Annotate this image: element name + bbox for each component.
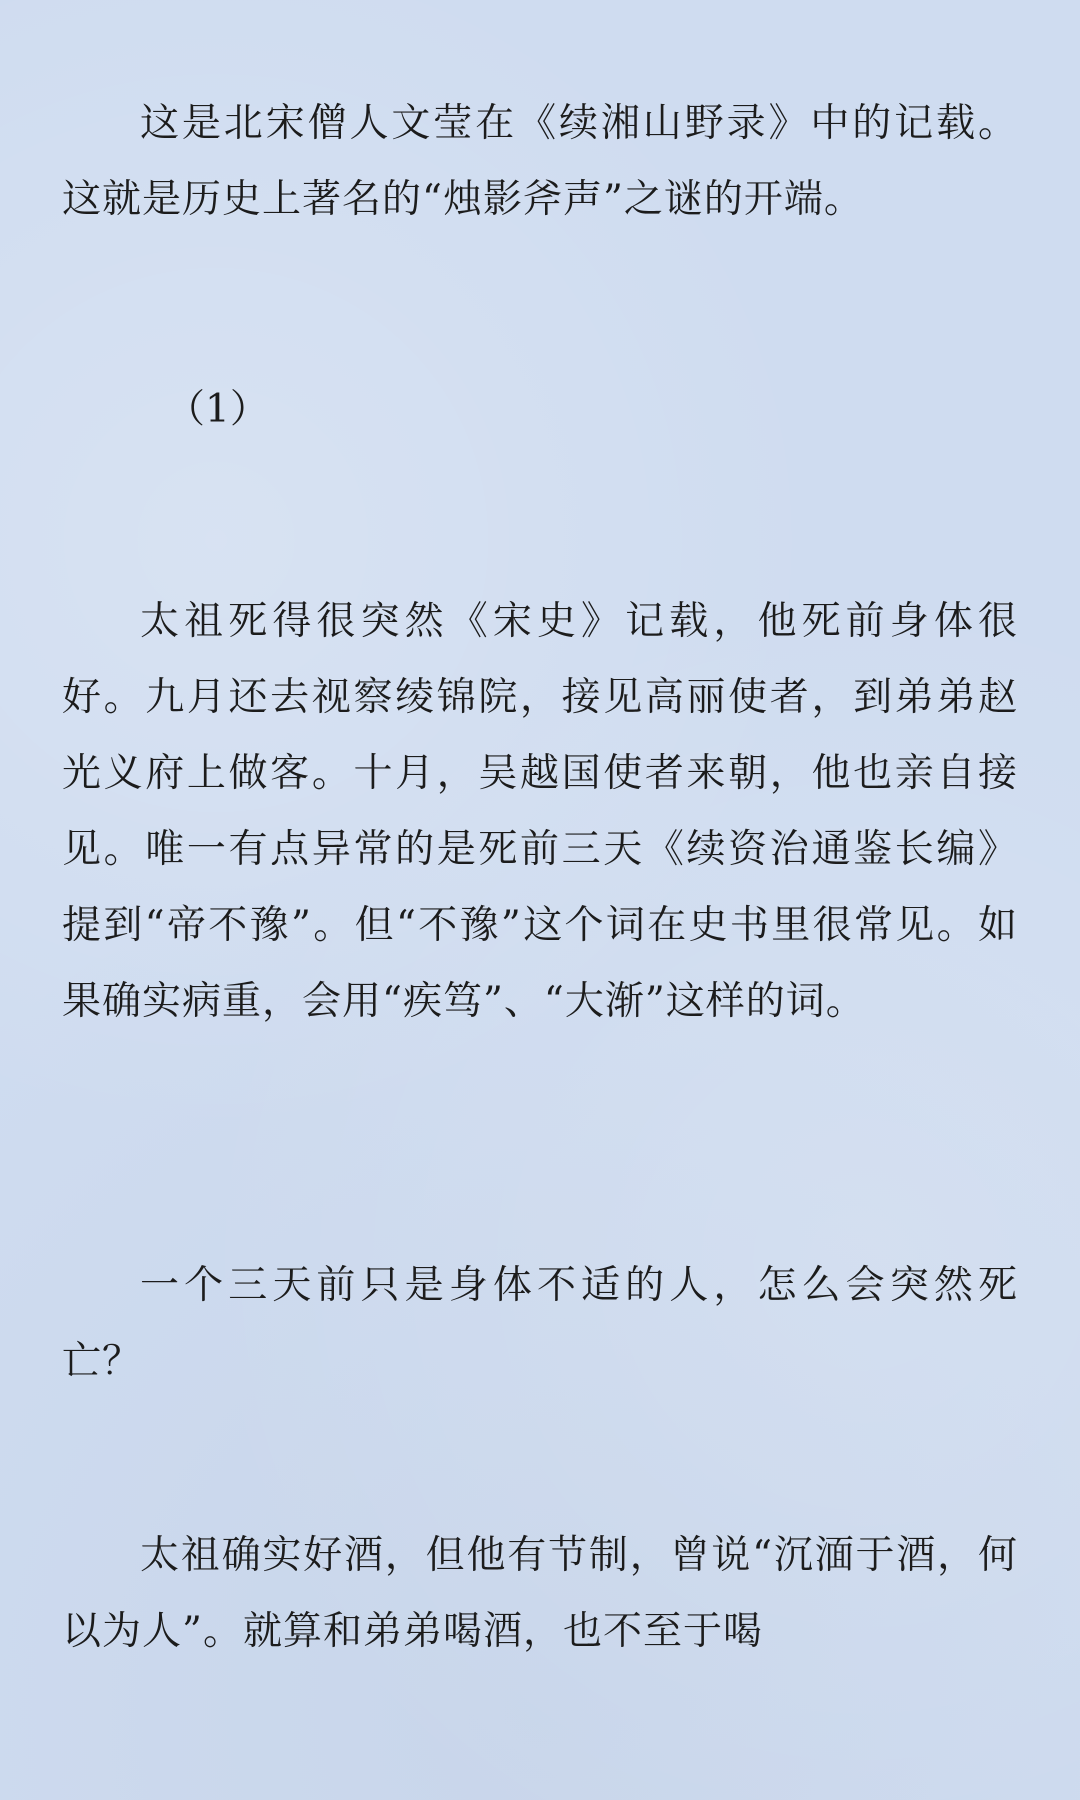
- article-paragraph-4: 太祖确实好酒，但他有节制，曾说“沉湎于酒，何以为人”。就算和弟弟喝酒，也不至于喝: [62, 1533, 1018, 1654]
- article-paragraph-2: 太祖死得很突然《宋史》记载，他死前身体很好。九月还去视察绫锦院，接见高丽使者，到弟弟赵光义府上做客。十月，吴越国使者来朝，他也亲自接见。唯一有点异常的是死前三天《续资治通鉴长编》提到“帝不豫”。但“不豫”这个词在史书里很常见。如果确实病重，会用“疾笃”、“大渐”这样的词。: [62, 599, 1018, 1024]
- article-paragraph-3: 一个三天前只是身体不适的人，怎么会突然死亡？: [62, 1263, 1018, 1384]
- section-number: （1）: [166, 387, 269, 432]
- article-paragraph-1: 这是北宋僧人文莹在《续湘山野录》中的记载。这就是历史上著名的“烛影斧声”之谜的开端。: [62, 101, 1018, 222]
